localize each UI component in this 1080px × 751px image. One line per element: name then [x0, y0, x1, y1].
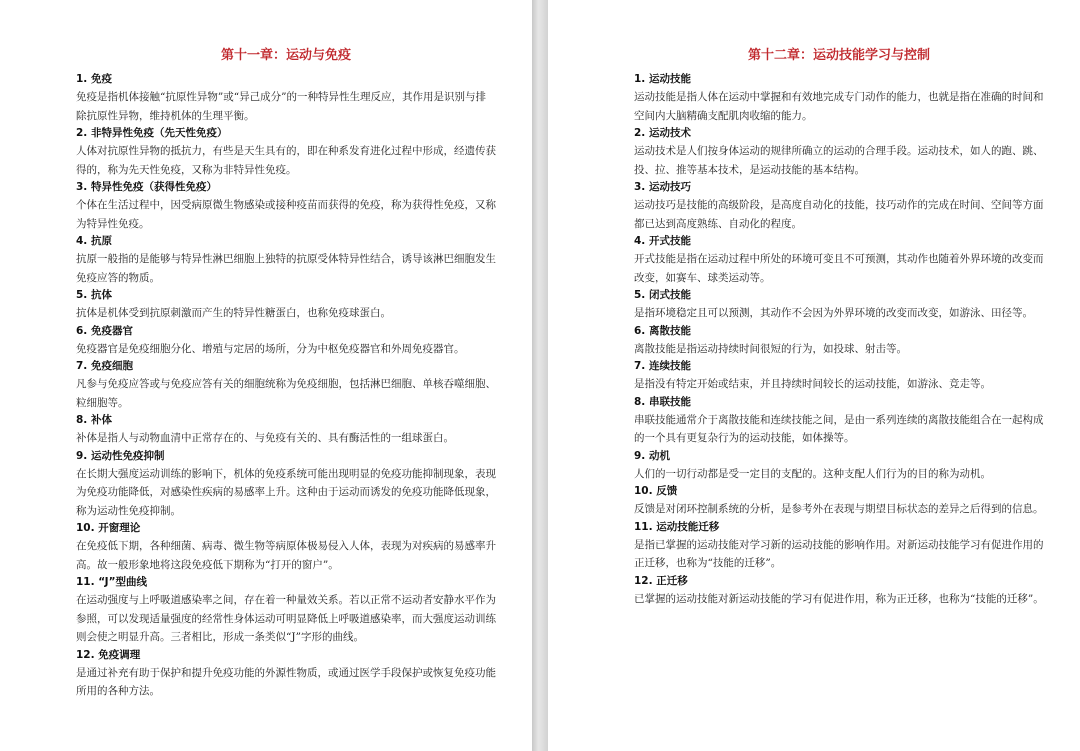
term-heading: 10. 开窗理论 [76, 522, 141, 534]
term-heading: 5. 闭式技能 [634, 289, 691, 301]
term-definition: 免疫器官是免疫细胞分化、增殖与定居的场所，分为中枢免疫器官和外周免疫器官。 [76, 342, 465, 355]
right-page [548, 0, 1080, 751]
definition-section [634, 323, 1044, 359]
definition-section [76, 412, 496, 448]
left-page [0, 0, 532, 751]
term-heading: 9. 动机 [634, 449, 670, 462]
definition-section [634, 573, 1044, 609]
term-heading: 8. 补体 [76, 414, 112, 426]
term-definition: 在长期大强度运动训练的影响下，机体的免疫系统可能出现明显的免疫功能抑制现象，表现为免疫功能降低，对感染性疾病的易感率上升。这种由于运动而诱发的免疫功能降低现象，称为运动性免疫抑制。 [76, 467, 496, 517]
definition-section [76, 287, 496, 323]
term-definition: 人们的一切行动都是受一定目的支配的。这种支配人们行为的目的称为动机。 [634, 467, 991, 480]
term-heading: 4. 抗原 [76, 235, 112, 247]
definition-section [76, 574, 496, 647]
term-definition: 补体是指人与动物血清中正常存在的、与免疫有关的、具有酶活性的一组球蛋白。 [76, 432, 454, 444]
definition-section [76, 520, 496, 574]
term-definition: 免疫是指机体接触“抗原性异物”或“异己成分”的一种特异性生理反应，其作用是识别与排除抗原性异物，维持机体的生理平衡。 [76, 91, 486, 122]
definition-section [76, 323, 496, 359]
term-definition: 抗体是机体受到抗原刺激而产生的特异性糖蛋白，也称免疫球蛋白。 [76, 307, 391, 319]
term-definition: 在运动强度与上呼吸道感染率之间，存在着一种量效关系。若以正常不运动者安静水平作为参照，可以发现适量强度的经常性身体运动可明显降低上呼吸道感染率，而大强度运动训练则会使之明显升高。三者相比，形成一条类似“J”字形的曲线。 [76, 594, 496, 643]
term-definition: 抗原一般指的是能够与特异性淋巴细胞上独特的抗原受体特异性结合，诱导该淋巴细胞发生免疫应答的物质。 [76, 253, 496, 284]
definition-section [76, 71, 496, 125]
term-definition: 离散技能是指运动持续时间很短的行为，如投球、射击等。 [634, 342, 907, 355]
chapter-title: 第十一章：运动与免疫 [220, 48, 351, 63]
term-definition: 是指没有特定开始或结束，并且持续时间较长的运动技能，如游泳、竞走等。 [634, 378, 991, 390]
term-definition: 反馈是对闭环控制系统的分析，是参考外在表现与期望目标状态的差异之后得到的信息。 [634, 503, 1044, 515]
term-heading: 9. 运动性免疫抑制 [76, 449, 165, 462]
section-list [634, 71, 1044, 608]
definition-section [76, 647, 496, 701]
chapter-title: 第十二章：运动技能学习与控制 [747, 48, 930, 63]
definition-section [634, 233, 1044, 287]
term-definition: 个体在生活过程中，因受病原微生物感染或接种疫苗而获得的免疫，称为获得性免疫，又称为特异性免疫。 [76, 199, 496, 230]
definition-section [634, 394, 1044, 448]
definition-section [76, 125, 496, 179]
term-heading: 1. 免疫 [76, 73, 112, 85]
definition-section [76, 179, 496, 233]
page-gutter [532, 0, 548, 751]
term-definition: 运动技术是人们按身体运动的规律所确立的运动的合理手段。运动技术，如人的跑、跳、投、拉、推等基本技术，是运动技能的基本结构。 [634, 145, 1044, 176]
term-definition: 运动技巧是技能的高级阶段，是高度自动化的技能，技巧动作的完成在时间、空间等方面都已达到高度熟练、自动化的程度。 [634, 199, 1044, 230]
section-list [76, 71, 496, 701]
term-definition: 运动技能是指人体在运动中掌握和有效地完成专门动作的能力，也就是指在准确的时间和空间内大脑精确支配肌肉收缩的能力。 [634, 91, 1044, 122]
term-definition: 是通过补充有助于保护和提升免疫功能的外源性物质，或通过医学手段保护或恢复免疫功能所用的各种方法。 [76, 666, 496, 697]
term-heading: 3. 运动技巧 [634, 181, 691, 193]
term-heading: 5. 抗体 [76, 289, 112, 301]
definition-section [634, 519, 1044, 573]
term-heading: 3. 特异性免疫（获得性免疫） [76, 181, 217, 193]
definition-section [76, 448, 496, 521]
definition-section [634, 287, 1044, 323]
definition-section [634, 125, 1044, 179]
definition-section [76, 233, 496, 287]
term-definition: 是指已掌握的运动技能对学习新的运动技能的影响作用。对新运动技能学习有促进作用的正迁移，也称为“技能的迁移”。 [634, 538, 1044, 569]
definition-section [76, 358, 496, 412]
term-heading: 7. 免疫细胞 [76, 360, 133, 372]
term-heading: 8. 串联技能 [634, 395, 691, 408]
term-definition: 开式技能是指在运动过程中所处的环境可变且不可预测，其动作也随着外界环境的改变而改变，如赛车、球类运动等。 [634, 253, 1044, 284]
term-definition: 凡参与免疫应答或与免疫应答有关的细胞统称为免疫细胞，包括淋巴细胞、单核吞噬细胞、粒细胞等。 [76, 378, 496, 409]
term-definition: 人体对抗原性异物的抵抗力，有些是天生具有的，即在种系发育进化过程中形成，经遗传获得的，称为先天性免疫，又称为非特异性免疫。 [76, 145, 496, 176]
term-heading: 1. 运动技能 [634, 73, 691, 85]
definition-section [634, 483, 1044, 519]
definition-section [634, 358, 1044, 394]
term-definition: 串联技能通常介于离散技能和连续技能之间，是由一系列连续的离散技能组合在一起构成的一个具有更复杂行为的运动技能，如体操等。 [634, 413, 1044, 444]
term-heading: 2. 运动技术 [634, 127, 691, 139]
term-heading: 7. 连续技能 [634, 360, 691, 372]
term-heading: 6. 离散技能 [634, 324, 691, 337]
definition-section [634, 71, 1044, 125]
term-heading: 4. 开式技能 [634, 235, 691, 247]
term-heading: 2. 非特异性免疫（先天性免疫） [76, 127, 228, 139]
term-definition: 是指环境稳定且可以预测，其动作不会因为外界环境的改变而改变，如游泳、田径等。 [634, 307, 1033, 319]
term-heading: 10. 反馈 [634, 485, 678, 497]
definition-section [634, 179, 1044, 233]
term-heading: 12. 免疫调理 [76, 648, 141, 661]
term-heading: 12. 正迁移 [634, 574, 688, 587]
term-heading: 11. 运动技能迁移 [634, 520, 720, 533]
term-definition: 在免疫低下期，各种细菌、病毒、微生物等病原体极易侵入人体，表现为对疾病的易感率升高。故一般形象地将这段免疫低下期称为“打开的窗户”。 [76, 540, 496, 571]
term-heading: 11. “J”型曲线 [76, 576, 147, 588]
term-heading: 6. 免疫器官 [76, 324, 133, 337]
term-definition: 已掌握的运动技能对新运动技能的学习有促进作用，称为正迁移，也称为“技能的迁移”。 [634, 592, 1044, 605]
definition-section [634, 448, 1044, 484]
